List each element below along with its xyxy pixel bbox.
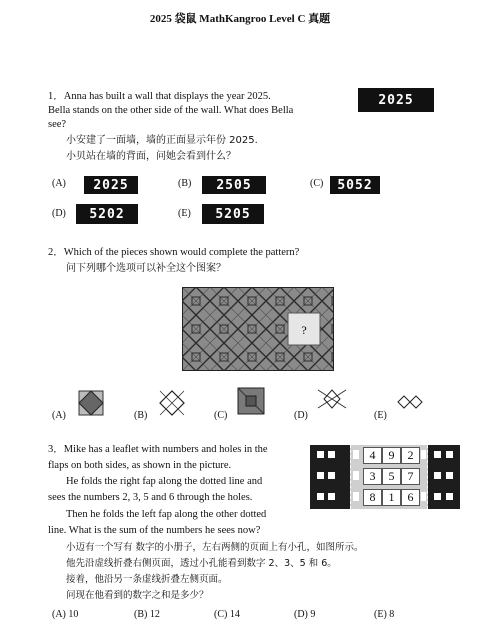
q3-option-a[interactable]: (A) 10 — [52, 609, 79, 620]
q1-option-c-label[interactable]: (C) — [310, 178, 324, 189]
q2-option-b-image[interactable] — [156, 388, 188, 418]
q1-cn-line-2: 小贝站在墙的背面，问她会看到什么？ — [66, 151, 236, 162]
q2-option-a-label[interactable]: (A) — [52, 410, 66, 421]
q2-option-a-image[interactable] — [76, 388, 106, 418]
leaflet-cell: 1 — [382, 489, 401, 506]
leaflet-cell: 7 — [401, 468, 420, 485]
q2-pattern-image — [182, 287, 334, 371]
leaflet-cell: 4 — [363, 447, 382, 464]
q1-option-a-label[interactable]: (A) — [52, 178, 66, 189]
q1-wall-digits: 2025 — [378, 92, 414, 108]
q1-text-line-2: Bella stands on the other side of the wall. What does Bella — [48, 105, 294, 116]
q1-option-d-image[interactable] — [76, 204, 138, 224]
leaflet-cell: 3 — [363, 468, 382, 485]
q1-option-a-digits: 2025 — [93, 177, 129, 193]
q3-leaflet-image — [310, 445, 460, 509]
q1-option-a-image[interactable] — [84, 176, 138, 194]
q1-option-b-digits: 2505 — [216, 177, 252, 193]
q3-text-line-5: Then he folds the left fap along the other dotted — [66, 509, 267, 520]
q1-option-d-label[interactable]: (D) — [52, 208, 66, 219]
q3-cn-line-1: 小迈有一个写有 数字的小册子，左右两侧的页面上有小孔，如图所示。 — [66, 542, 364, 553]
q1-option-d-digits: 5202 — [89, 206, 125, 222]
q2-option-c-image[interactable] — [236, 386, 266, 416]
q3-text-line-6: line. What is the sum of the numbers he sees now? — [48, 525, 261, 536]
q3-text-line-1: 3．Mike has a leaflet with numbers and holes in the — [48, 444, 268, 455]
q1-text-line-3: see? — [48, 119, 67, 130]
q3-cn-line-2: 他先沿虚线折叠右侧页面，透过小孔能看到数字 2、3、5 和 6。 — [66, 558, 337, 569]
q2-missing-mark: ? — [301, 323, 307, 337]
leaflet-cell: 6 — [401, 489, 420, 506]
q2-option-d-image[interactable] — [316, 386, 348, 412]
q1-option-e-label[interactable]: (E) — [178, 208, 191, 219]
leaflet-cell: 5 — [382, 468, 401, 485]
page-title: 2025 袋鼠 MathKangroo Level C 真题 — [149, 13, 331, 25]
q3-option-e[interactable]: (E) 8 — [374, 609, 395, 620]
q3-text-line-2: flaps on both sides, as shown in the picture. — [48, 460, 232, 471]
q1-wall-image — [358, 88, 434, 112]
q1-option-b-image[interactable] — [202, 176, 266, 194]
q1-option-b-label[interactable]: (B) — [178, 178, 192, 189]
leaflet-cell: 9 — [382, 447, 401, 464]
q3-option-b[interactable]: (B) 12 — [134, 609, 160, 620]
q1-option-c-digits: 5052 — [337, 177, 373, 193]
q3-cn-line-4: 问现在他看到的数字之和是多少？ — [66, 590, 209, 601]
q1-cn-line-1: 小安建了一面墙，墙的正面显示年份 2025. — [66, 135, 258, 146]
q2-option-c-label[interactable]: (C) — [214, 410, 228, 421]
q2-option-b-label[interactable]: (B) — [134, 410, 148, 421]
leaflet-cell: 8 — [363, 489, 382, 506]
q3-option-c[interactable]: (C) 14 — [214, 609, 240, 620]
q1-text-line-1: 1．Anna has built a wall that displays the year 2025. — [48, 91, 271, 102]
q3-text-line-3: He folds the right fap along the dotted line and — [66, 476, 263, 487]
q2-option-e-image[interactable] — [396, 394, 426, 410]
q1-option-c-image[interactable] — [330, 176, 380, 194]
q3-cn-line-3: 接着，他沿另一条虚线折叠左侧页面。 — [66, 574, 228, 585]
q2-option-d-label[interactable]: (D) — [294, 410, 308, 421]
q2-option-e-label[interactable]: (E) — [374, 410, 387, 421]
q1-option-e-digits: 5205 — [215, 206, 251, 222]
q1-option-e-image[interactable] — [202, 204, 264, 224]
q3-text-line-4: sees the numbers 2, 3, 5 and 6 through the holes. — [48, 492, 253, 503]
q3-option-d[interactable]: (D) 9 — [294, 609, 316, 620]
leaflet-cell: 2 — [401, 447, 420, 464]
q2-text: 2．Which of the pieces shown would complete the pattern? — [48, 247, 300, 258]
q2-cn-text: 问下列哪个选项可以补全这个图案？ — [66, 263, 226, 274]
